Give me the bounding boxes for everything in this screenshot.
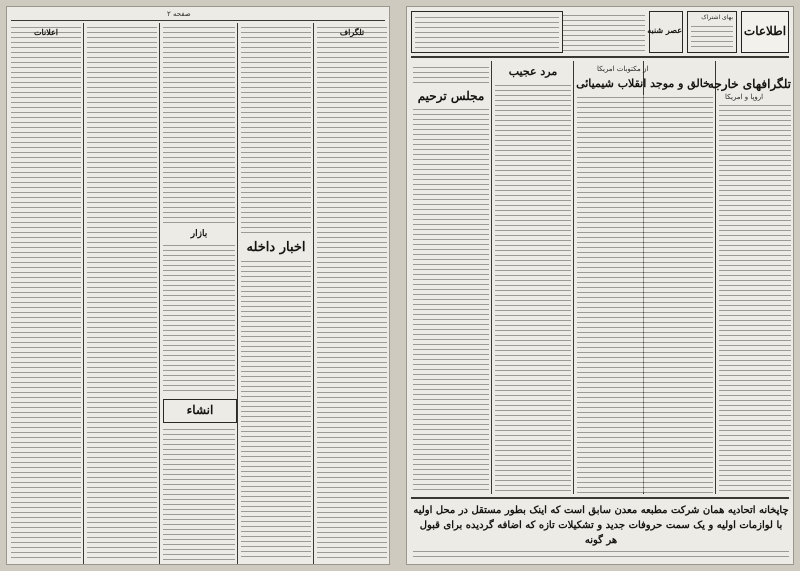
masthead-rule [411,56,789,58]
notice-rule [411,497,789,499]
column-rule [715,61,716,494]
article-kicker: از مکتوبات امریکا [597,65,649,73]
text-column-2 [87,25,157,561]
column-rule [237,23,238,564]
domestic-news-body [241,259,311,561]
chemical-revolution-body [577,95,713,493]
foreign-telegrams-body [719,103,791,493]
memorial-heading: مجلس ترحیم [417,89,485,103]
subscription-header: بهای اشتراک [701,14,733,21]
notice-footer-lines [413,549,789,559]
column-rule [313,23,314,564]
market-body [163,243,235,393]
logo-text: اطلاعات [743,24,787,38]
foreign-telegrams-dateline: اروپا و امریکا [725,93,764,101]
left-page-header: صفحه ۲ [167,10,191,18]
edition-name: عصر شنبه [647,25,682,35]
right-newspaper-page [406,6,794,565]
left-newspaper-page [6,6,390,565]
masthead-info-lines [563,13,645,53]
price-table [411,11,563,53]
telegraph-heading: تلگراف [339,27,365,37]
column-rule [491,61,492,494]
insha-heading: انشاء [186,403,214,417]
column-rule [573,61,574,494]
text-column-5 [317,25,387,561]
subscription-box [687,11,737,53]
printing-house-notice: چاپخانه اتحادیه همان شرکت مطبعه معدن سابق است که اینک بطور مستقل در محل اولیه با لوازمات اولیه و یک سمت حروفات جدید و تشکیلات تازه که اضافه گردیده برای قبول هر گونه [413,505,789,546]
subscription-lines [691,24,733,50]
column-rule [83,23,84,564]
insha-body [163,427,235,561]
memorial-top-lines [413,65,489,85]
text-column-1 [11,25,81,561]
chemical-revolution-heading: خالق و موجد انقلاب شیمیائی [576,77,710,90]
strange-man-heading: مرد عجیب [508,65,558,78]
header-divider [11,20,385,21]
domestic-news-heading: اخبار داخله [246,240,306,255]
foreign-telegrams-heading: تلگرافهای خارجه [707,77,791,91]
price-table-rows [415,15,559,49]
memorial-body [413,107,489,493]
market-heading: بازار [190,229,208,239]
ads-heading: اعلانات [34,27,58,37]
strange-man-body [495,83,571,493]
text-column-4-top [241,25,311,237]
column-rule [159,23,160,564]
edition-box [649,11,683,53]
newspaper-logo [741,11,789,53]
text-column-3-top [163,25,235,225]
